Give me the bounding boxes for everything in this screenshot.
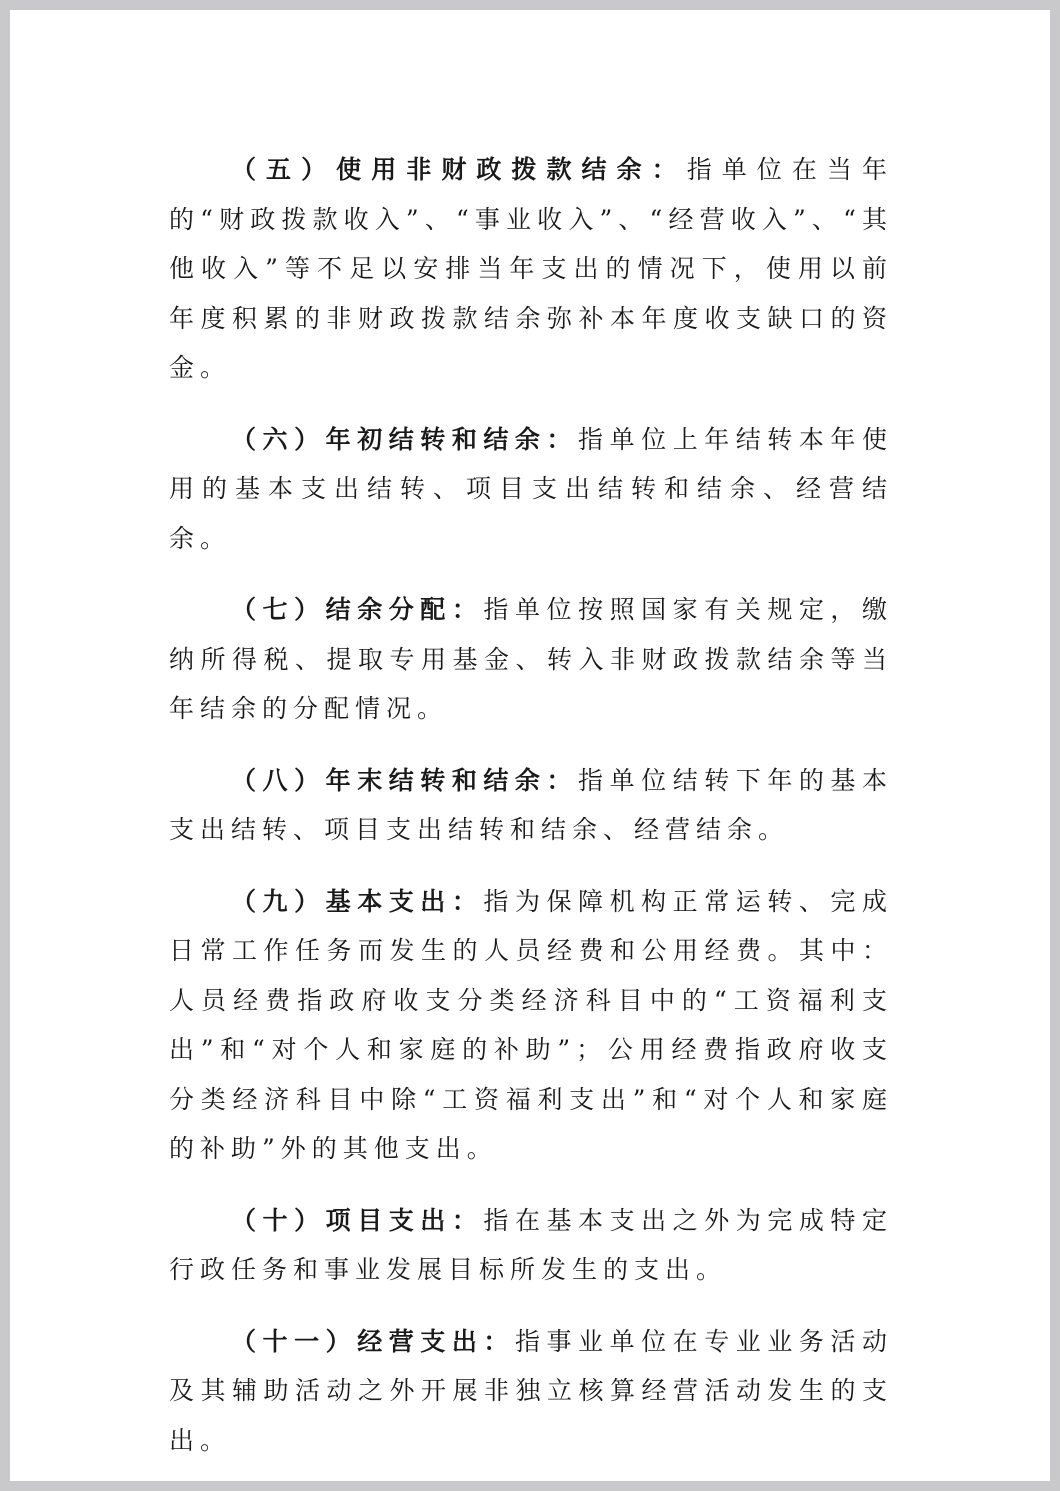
term-heading: （七）结余分配： bbox=[231, 595, 484, 624]
term-heading: （八）年末结转和结余： bbox=[231, 765, 579, 795]
paragraph-11 bbox=[169, 1317, 893, 1466]
paragraph-8 bbox=[169, 756, 893, 855]
paragraph-5 bbox=[169, 145, 893, 393]
paragraph-9 bbox=[169, 877, 893, 1174]
term-definition: 指为保障机构正常运转、完成日常工作任务而发生的人员经费和公用经费。其中：人员经费指政府收支分类经济科目中的“工资福利支出”和“对个人和家庭的补助”；公用经费指政府收支分类经济科目中除“工资福利支出”和“对个人和家庭的补助”外的其他支出。 bbox=[169, 886, 893, 1163]
term-definition: 指单位在当年的“财政拨款收入”、“事业收入”、“经营收入”、“其他收入”等不足以安排当年支出的情况下，使用以前年度积累的非财政拨款结余弥补本年度收支缺口的资金。 bbox=[169, 155, 893, 382]
term-heading: （十）项目支出： bbox=[231, 1205, 484, 1235]
document-page bbox=[10, 10, 1050, 1481]
paragraph-7 bbox=[169, 585, 893, 734]
term-definition: 指单位结转下年的基本支出结转、项目支出结转和结余、经营结余。 bbox=[169, 765, 893, 844]
term-definition: 指单位上年结转本年使用的基本支出结转、项目支出结转和结余、经营结余。 bbox=[169, 424, 893, 553]
term-heading: （九）基本支出： bbox=[231, 886, 484, 916]
term-heading: （十一）经营支出： bbox=[231, 1326, 515, 1356]
term-definition: 指单位按照国家有关规定，缴纳所得税、提取专用基金、转入非财政拨款结余等当年结余的分配情况。 bbox=[169, 595, 893, 723]
term-heading: （六）年初结转和结余： bbox=[231, 424, 579, 454]
term-definition: 指在基本支出之外为完成特定行政任务和事业发展目标所发生的支出。 bbox=[169, 1205, 893, 1284]
term-heading: （五）使用非财政拨款结余： bbox=[231, 155, 687, 184]
document-body bbox=[169, 145, 893, 1481]
paragraph-10 bbox=[169, 1196, 893, 1295]
paragraph-6 bbox=[169, 415, 893, 564]
term-definition: 指事业单位在专业业务活动及其辅助活动之外开展非独立核算经营活动发生的支出。 bbox=[169, 1326, 893, 1455]
